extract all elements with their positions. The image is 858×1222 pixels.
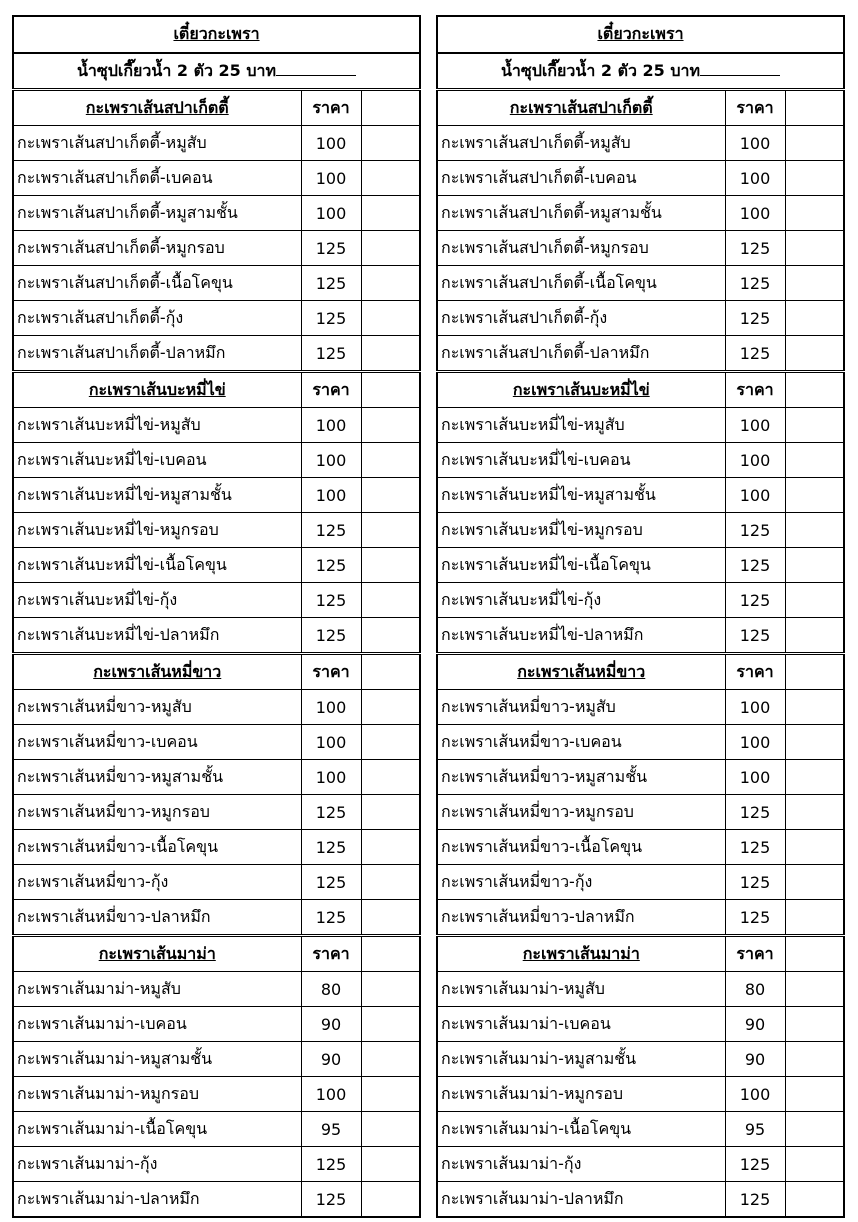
menu-item-name: กะเพราเส้นบะหมี่ไข่-หมูสับ bbox=[13, 408, 301, 443]
menu-item-name: กะเพราเส้นบะหมี่ไข่-กุ้ง bbox=[437, 583, 725, 618]
menu-item-price: 100 bbox=[725, 690, 785, 725]
menu-item-row bbox=[437, 336, 844, 372]
menu-item-name: กะเพราเส้นหมี่ขาว-หมูกรอบ bbox=[13, 795, 301, 830]
menu-item-price: 125 bbox=[725, 795, 785, 830]
blank-cell bbox=[785, 372, 844, 408]
menu-item-name: กะเพราเส้นบะหมี่ไข่-เบคอน bbox=[437, 443, 725, 478]
quantity-blank-cell bbox=[361, 548, 420, 583]
menu-item-price: 125 bbox=[725, 548, 785, 583]
menu-item-row bbox=[13, 1147, 420, 1182]
menu-item-price: 125 bbox=[725, 1147, 785, 1182]
menu-item-row bbox=[437, 725, 844, 760]
menu-item-price: 125 bbox=[301, 1182, 361, 1218]
menu-item-price: 125 bbox=[301, 231, 361, 266]
section-heading: กะเพราเส้นสปาเก็ตตี้ bbox=[509, 97, 653, 117]
menu-item-row bbox=[13, 196, 420, 231]
menu-item-name: กะเพราเส้นหมี่ขาว-กุ้ง bbox=[437, 865, 725, 900]
menu-item-name: กะเพราเส้นหมี่ขาว-ปลาหมึก bbox=[13, 900, 301, 936]
menu-item-row bbox=[437, 126, 844, 161]
quantity-blank-cell bbox=[785, 690, 844, 725]
menu-item-name: กะเพราเส้นสปาเก็ตตี้-กุ้ง bbox=[437, 301, 725, 336]
menu-item-name: กะเพราเส้นหมี่ขาว-เนื้อโคขุน bbox=[437, 830, 725, 865]
blank-cell bbox=[361, 372, 420, 408]
menu-item-row bbox=[437, 1077, 844, 1112]
title-row bbox=[13, 16, 420, 53]
menu-item-row bbox=[13, 690, 420, 725]
menu-item-name: กะเพราเส้นบะหมี่ไข่-ปลาหมึก bbox=[437, 618, 725, 654]
menu-item-row bbox=[13, 231, 420, 266]
menu-table bbox=[12, 15, 421, 1218]
menu-item-price: 125 bbox=[301, 830, 361, 865]
fill-in-blank-line bbox=[700, 61, 780, 76]
quantity-blank-cell bbox=[785, 196, 844, 231]
menu-item-name: กะเพราเส้นหมี่ขาว-กุ้ง bbox=[13, 865, 301, 900]
section-header-row bbox=[13, 936, 420, 972]
menu-item-price: 100 bbox=[725, 725, 785, 760]
quantity-blank-cell bbox=[785, 1112, 844, 1147]
quantity-blank-cell bbox=[361, 126, 420, 161]
menu-item-price: 100 bbox=[725, 1077, 785, 1112]
menu-item-name: กะเพราเส้นหมี่ขาว-เบคอน bbox=[13, 725, 301, 760]
menu-item-row bbox=[437, 865, 844, 900]
section-header-row bbox=[13, 654, 420, 690]
quantity-blank-cell bbox=[785, 900, 844, 936]
menu-item-price: 80 bbox=[725, 972, 785, 1007]
section-header-row bbox=[13, 90, 420, 126]
menu-item-name: กะเพราเส้นมาม่า-เบคอน bbox=[437, 1007, 725, 1042]
menu-item-price: 125 bbox=[301, 865, 361, 900]
quantity-blank-cell bbox=[361, 336, 420, 372]
quantity-blank-cell bbox=[361, 1077, 420, 1112]
menu-item-row bbox=[13, 795, 420, 830]
quantity-blank-cell bbox=[361, 618, 420, 654]
menu-item-row bbox=[13, 443, 420, 478]
menu-item-price: 125 bbox=[301, 1147, 361, 1182]
menu-item-row bbox=[13, 830, 420, 865]
menu-item-row bbox=[437, 618, 844, 654]
blank-cell bbox=[785, 936, 844, 972]
section-header-row bbox=[437, 372, 844, 408]
quantity-blank-cell bbox=[785, 1147, 844, 1182]
menu-item-row bbox=[437, 760, 844, 795]
menu-item-name: กะเพราเส้นสปาเก็ตตี้-หมูสับ bbox=[437, 126, 725, 161]
menu-item-name: กะเพราเส้นหมี่ขาว-หมูสับ bbox=[437, 690, 725, 725]
menu-item-price: 90 bbox=[725, 1042, 785, 1077]
quantity-blank-cell bbox=[361, 513, 420, 548]
menu-item-row bbox=[13, 972, 420, 1007]
section-heading: กะเพราเส้นหมี่ขาว bbox=[517, 661, 646, 681]
blank-cell bbox=[785, 654, 844, 690]
menu-item-row bbox=[437, 1182, 844, 1218]
menu-item-price: 125 bbox=[301, 301, 361, 336]
price-column-header: ราคา bbox=[301, 372, 361, 408]
menu-item-price: 125 bbox=[725, 266, 785, 301]
quantity-blank-cell bbox=[361, 725, 420, 760]
menu-item-price: 90 bbox=[301, 1007, 361, 1042]
quantity-blank-cell bbox=[361, 900, 420, 936]
menu-item-price: 125 bbox=[301, 900, 361, 936]
menu-item-name: กะเพราเส้นหมี่ขาว-เนื้อโคขุน bbox=[13, 830, 301, 865]
menu-item-row bbox=[13, 266, 420, 301]
quantity-blank-cell bbox=[361, 795, 420, 830]
menu-item-name: กะเพราเส้นหมี่ขาว-หมูสามชั้น bbox=[13, 760, 301, 795]
quantity-blank-cell bbox=[361, 865, 420, 900]
menu-item-price: 125 bbox=[725, 513, 785, 548]
quantity-blank-cell bbox=[785, 478, 844, 513]
menu-item-row bbox=[437, 513, 844, 548]
menu-item-name: กะเพราเส้นบะหมี่ไข่-หมูกรอบ bbox=[437, 513, 725, 548]
menu-item-name: กะเพราเส้นมาม่า-เนื้อโคขุน bbox=[437, 1112, 725, 1147]
menu-item-row bbox=[437, 301, 844, 336]
menu-item-name: กะเพราเส้นมาม่า-ปลาหมึก bbox=[13, 1182, 301, 1218]
quantity-blank-cell bbox=[361, 301, 420, 336]
section-heading: กะเพราเส้นบะหมี่ไข่ bbox=[88, 379, 226, 399]
quantity-blank-cell bbox=[361, 1112, 420, 1147]
menu-item-price: 100 bbox=[725, 126, 785, 161]
menu-item-row bbox=[13, 900, 420, 936]
menu-item-price: 125 bbox=[725, 1182, 785, 1218]
quantity-blank-cell bbox=[785, 231, 844, 266]
menu-item-name: กะเพราเส้นบะหมี่ไข่-กุ้ง bbox=[13, 583, 301, 618]
blank-cell bbox=[785, 90, 844, 126]
section-header-row bbox=[437, 936, 844, 972]
menu-item-row bbox=[437, 583, 844, 618]
menu-item-price: 95 bbox=[301, 1112, 361, 1147]
menu-item-row bbox=[437, 196, 844, 231]
quantity-blank-cell bbox=[785, 1007, 844, 1042]
menu-item-name: กะเพราเส้นสปาเก็ตตี้-หมูสับ bbox=[13, 126, 301, 161]
menu-item-row bbox=[437, 443, 844, 478]
menu-item-price: 125 bbox=[725, 900, 785, 936]
menu-item-name: กะเพราเส้นมาม่า-ปลาหมึก bbox=[437, 1182, 725, 1218]
menu-item-name: กะเพราเส้นสปาเก็ตตี้-หมูสามชั้น bbox=[13, 196, 301, 231]
menu-item-price: 125 bbox=[301, 795, 361, 830]
menu-item-row bbox=[437, 972, 844, 1007]
menu-item-name: กะเพราเส้นสปาเก็ตตี้-เนื้อโคขุน bbox=[437, 266, 725, 301]
menu-item-price: 100 bbox=[301, 443, 361, 478]
menu-item-row bbox=[13, 725, 420, 760]
menu-item-price: 125 bbox=[725, 865, 785, 900]
quantity-blank-cell bbox=[785, 583, 844, 618]
quantity-blank-cell bbox=[361, 1182, 420, 1218]
menu-item-name: กะเพราเส้นหมี่ขาว-หมูสับ bbox=[13, 690, 301, 725]
menu-item-name: กะเพราเส้นสปาเก็ตตี้-เบคอน bbox=[13, 161, 301, 196]
blank-cell bbox=[361, 936, 420, 972]
menu-item-price: 100 bbox=[301, 760, 361, 795]
menu-item-name: กะเพราเส้นบะหมี่ไข่-หมูสามชั้น bbox=[437, 478, 725, 513]
menu-item-name: กะเพราเส้นมาม่า-หมูกรอบ bbox=[13, 1077, 301, 1112]
menu-item-price: 100 bbox=[301, 196, 361, 231]
fill-in-blank-line bbox=[276, 61, 356, 76]
menu-item-price: 100 bbox=[301, 126, 361, 161]
quantity-blank-cell bbox=[785, 865, 844, 900]
menu-item-row bbox=[13, 548, 420, 583]
menu-item-name: กะเพราเส้นหมี่ขาว-เบคอน bbox=[437, 725, 725, 760]
menu-item-name: กะเพราเส้นบะหมี่ไข่-เนื้อโคขุน bbox=[437, 548, 725, 583]
soup-note-row bbox=[437, 53, 844, 90]
quantity-blank-cell bbox=[361, 443, 420, 478]
menu-item-row bbox=[13, 301, 420, 336]
menu-item-name: กะเพราเส้นสปาเก็ตตี้-หมูสามชั้น bbox=[437, 196, 725, 231]
menu-item-row bbox=[437, 231, 844, 266]
menu-item-price: 100 bbox=[725, 196, 785, 231]
quantity-blank-cell bbox=[361, 478, 420, 513]
title-row bbox=[437, 16, 844, 53]
menu-item-name: กะเพราเส้นสปาเก็ตตี้-เบคอน bbox=[437, 161, 725, 196]
menu-item-price: 100 bbox=[725, 161, 785, 196]
menu-item-name: กะเพราเส้นมาม่า-หมูสามชั้น bbox=[437, 1042, 725, 1077]
quantity-blank-cell bbox=[785, 795, 844, 830]
menu-item-row bbox=[437, 161, 844, 196]
quantity-blank-cell bbox=[361, 830, 420, 865]
menu-item-name: กะเพราเส้นบะหมี่ไข่-หมูสับ bbox=[437, 408, 725, 443]
menu-table bbox=[436, 15, 845, 1218]
menu-item-row bbox=[437, 1112, 844, 1147]
menu-item-name: กะเพราเส้นสปาเก็ตตี้-เนื้อโคขุน bbox=[13, 266, 301, 301]
soup-note: น้ำซุปเกี๊ยวน้ำ 2 ตัว 25 บาท bbox=[500, 60, 701, 80]
quantity-blank-cell bbox=[361, 1147, 420, 1182]
menu-item-price: 100 bbox=[725, 408, 785, 443]
menu-item-row bbox=[437, 408, 844, 443]
menu-item-name: กะเพราเส้นสปาเก็ตตี้-หมูกรอบ bbox=[13, 231, 301, 266]
menu-item-price: 125 bbox=[725, 830, 785, 865]
menu-item-name: กะเพราเส้นมาม่า-หมูกรอบ bbox=[437, 1077, 725, 1112]
menu-title: เตี๋ยวกะเพรา bbox=[597, 24, 684, 43]
soup-note: น้ำซุปเกี๊ยวน้ำ 2 ตัว 25 บาท bbox=[76, 60, 277, 80]
quantity-blank-cell bbox=[361, 161, 420, 196]
quantity-blank-cell bbox=[361, 408, 420, 443]
menu-item-name: กะเพราเส้นสปาเก็ตตี้-ปลาหมึก bbox=[13, 336, 301, 372]
menu-item-row bbox=[437, 795, 844, 830]
menu-item-price: 100 bbox=[301, 1077, 361, 1112]
section-header-row bbox=[437, 90, 844, 126]
quantity-blank-cell bbox=[361, 266, 420, 301]
quantity-blank-cell bbox=[785, 301, 844, 336]
menu-item-price: 100 bbox=[301, 725, 361, 760]
quantity-blank-cell bbox=[361, 231, 420, 266]
quantity-blank-cell bbox=[785, 618, 844, 654]
soup-note-row bbox=[13, 53, 420, 90]
menu-item-price: 95 bbox=[725, 1112, 785, 1147]
menu-item-name: กะเพราเส้นหมี่ขาว-ปลาหมึก bbox=[437, 900, 725, 936]
quantity-blank-cell bbox=[785, 1077, 844, 1112]
menu-item-row bbox=[13, 618, 420, 654]
quantity-blank-cell bbox=[785, 972, 844, 1007]
quantity-blank-cell bbox=[785, 336, 844, 372]
quantity-blank-cell bbox=[785, 760, 844, 795]
quantity-blank-cell bbox=[785, 1182, 844, 1218]
menu-item-name: กะเพราเส้นหมี่ขาว-หมูกรอบ bbox=[437, 795, 725, 830]
menu-item-name: กะเพราเส้นมาม่า-เนื้อโคขุน bbox=[13, 1112, 301, 1147]
menu-item-price: 125 bbox=[301, 618, 361, 654]
quantity-blank-cell bbox=[785, 126, 844, 161]
menu-item-row bbox=[437, 548, 844, 583]
menu-item-name: กะเพราเส้นสปาเก็ตตี้-ปลาหมึก bbox=[437, 336, 725, 372]
section-heading: กะเพราเส้นบะหมี่ไข่ bbox=[512, 379, 650, 399]
menu-item-name: กะเพราเส้นมาม่า-เบคอน bbox=[13, 1007, 301, 1042]
menu-item-price: 125 bbox=[301, 583, 361, 618]
quantity-blank-cell bbox=[785, 513, 844, 548]
menu-item-price: 125 bbox=[301, 336, 361, 372]
menu-item-price: 100 bbox=[301, 161, 361, 196]
menu-item-price: 125 bbox=[725, 231, 785, 266]
menu-item-row bbox=[437, 266, 844, 301]
menu-item-name: กะเพราเส้นสปาเก็ตตี้-กุ้ง bbox=[13, 301, 301, 336]
price-column-header: ราคา bbox=[725, 90, 785, 126]
menu-item-name: กะเพราเส้นบะหมี่ไข่-หมูสามชั้น bbox=[13, 478, 301, 513]
quantity-blank-cell bbox=[785, 830, 844, 865]
menu-sheet-right bbox=[436, 15, 843, 1218]
menu-item-name: กะเพราเส้นบะหมี่ไข่-หมูกรอบ bbox=[13, 513, 301, 548]
price-column-header: ราคา bbox=[725, 654, 785, 690]
menu-item-price: 100 bbox=[301, 690, 361, 725]
menu-item-price: 125 bbox=[725, 618, 785, 654]
menu-item-name: กะเพราเส้นบะหมี่ไข่-เบคอน bbox=[13, 443, 301, 478]
menu-title: เตี๋ยวกะเพรา bbox=[173, 24, 260, 43]
menu-item-price: 125 bbox=[301, 548, 361, 583]
menu-item-price: 90 bbox=[725, 1007, 785, 1042]
price-column-header: ราคา bbox=[301, 654, 361, 690]
menu-item-name: กะเพราเส้นสปาเก็ตตี้-หมูกรอบ bbox=[437, 231, 725, 266]
menu-item-row bbox=[437, 1007, 844, 1042]
section-header-row bbox=[13, 372, 420, 408]
menu-item-row bbox=[13, 513, 420, 548]
menu-item-price: 125 bbox=[725, 301, 785, 336]
menu-item-price: 80 bbox=[301, 972, 361, 1007]
price-column-header: ราคา bbox=[301, 936, 361, 972]
quantity-blank-cell bbox=[785, 408, 844, 443]
quantity-blank-cell bbox=[785, 266, 844, 301]
section-header-row bbox=[437, 654, 844, 690]
menu-item-row bbox=[13, 161, 420, 196]
menu-item-price: 100 bbox=[301, 478, 361, 513]
menu-sheet-left bbox=[12, 15, 419, 1218]
price-column-header: ราคา bbox=[725, 372, 785, 408]
quantity-blank-cell bbox=[361, 1007, 420, 1042]
menu-item-row bbox=[13, 408, 420, 443]
menu-item-name: กะเพราเส้นมาม่า-กุ้ง bbox=[437, 1147, 725, 1182]
menu-item-name: กะเพราเส้นมาม่า-หมูสับ bbox=[13, 972, 301, 1007]
blank-cell bbox=[361, 90, 420, 126]
quantity-blank-cell bbox=[361, 760, 420, 795]
menu-item-row bbox=[13, 126, 420, 161]
price-column-header: ราคา bbox=[301, 90, 361, 126]
section-heading: กะเพราเส้นหมี่ขาว bbox=[93, 661, 222, 681]
menu-item-row bbox=[437, 690, 844, 725]
quantity-blank-cell bbox=[361, 196, 420, 231]
menu-item-row bbox=[13, 583, 420, 618]
menu-item-row bbox=[13, 865, 420, 900]
menu-item-row bbox=[13, 1112, 420, 1147]
menu-item-row bbox=[13, 1077, 420, 1112]
menu-item-price: 100 bbox=[725, 760, 785, 795]
menu-item-row bbox=[437, 830, 844, 865]
section-heading: กะเพราเส้นสปาเก็ตตี้ bbox=[85, 97, 229, 117]
menu-item-name: กะเพราเส้นบะหมี่ไข่-เนื้อโคขุน bbox=[13, 548, 301, 583]
quantity-blank-cell bbox=[361, 1042, 420, 1077]
menu-item-price: 90 bbox=[301, 1042, 361, 1077]
menu-item-price: 100 bbox=[301, 408, 361, 443]
menu-item-price: 125 bbox=[725, 336, 785, 372]
quantity-blank-cell bbox=[361, 583, 420, 618]
menu-item-row bbox=[13, 478, 420, 513]
quantity-blank-cell bbox=[785, 1042, 844, 1077]
menu-item-row bbox=[13, 1182, 420, 1218]
menu-item-row bbox=[437, 478, 844, 513]
menu-item-name: กะเพราเส้นหมี่ขาว-หมูสามชั้น bbox=[437, 760, 725, 795]
quantity-blank-cell bbox=[361, 972, 420, 1007]
menu-item-price: 125 bbox=[301, 266, 361, 301]
quantity-blank-cell bbox=[785, 548, 844, 583]
menu-item-price: 100 bbox=[725, 478, 785, 513]
menu-item-row bbox=[13, 760, 420, 795]
section-heading: กะเพราเส้นมาม่า bbox=[522, 943, 640, 963]
menu-item-row bbox=[13, 1007, 420, 1042]
blank-cell bbox=[361, 654, 420, 690]
section-heading: กะเพราเส้นมาม่า bbox=[98, 943, 216, 963]
menu-item-row bbox=[13, 1042, 420, 1077]
menu-item-price: 125 bbox=[301, 513, 361, 548]
menu-item-name: กะเพราเส้นบะหมี่ไข่-ปลาหมึก bbox=[13, 618, 301, 654]
menu-item-price: 125 bbox=[725, 583, 785, 618]
menu-item-row bbox=[13, 336, 420, 372]
menu-item-name: กะเพราเส้นมาม่า-หมูสับ bbox=[437, 972, 725, 1007]
menu-item-row bbox=[437, 1042, 844, 1077]
menu-item-row bbox=[437, 900, 844, 936]
quantity-blank-cell bbox=[361, 690, 420, 725]
menu-item-row bbox=[437, 1147, 844, 1182]
quantity-blank-cell bbox=[785, 725, 844, 760]
menu-item-name: กะเพราเส้นมาม่า-กุ้ง bbox=[13, 1147, 301, 1182]
menu-item-name: กะเพราเส้นมาม่า-หมูสามชั้น bbox=[13, 1042, 301, 1077]
quantity-blank-cell bbox=[785, 161, 844, 196]
price-column-header: ราคา bbox=[725, 936, 785, 972]
menu-item-price: 100 bbox=[725, 443, 785, 478]
quantity-blank-cell bbox=[785, 443, 844, 478]
